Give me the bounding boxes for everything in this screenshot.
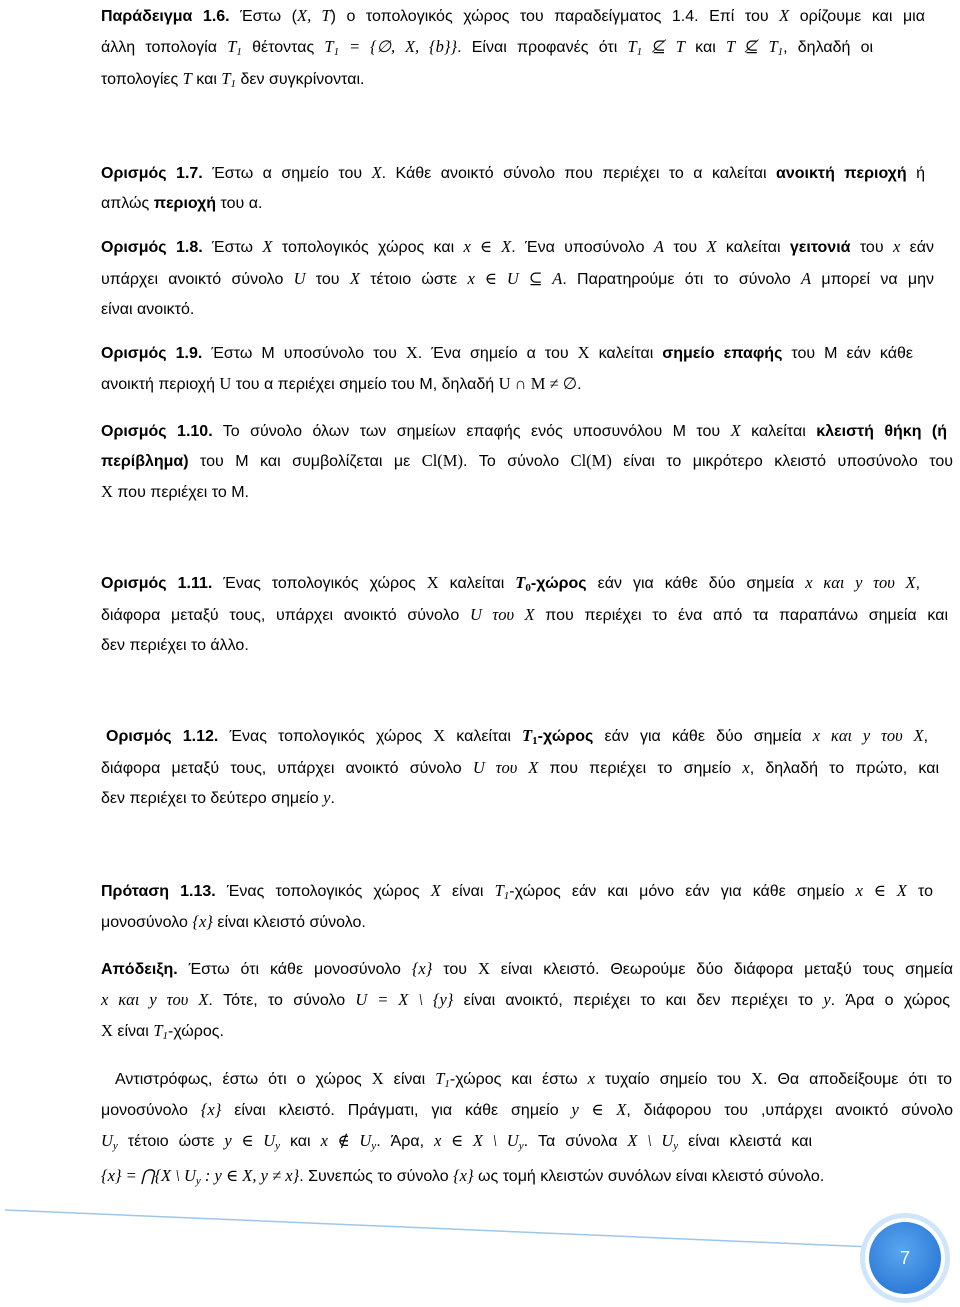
- text-run: . Τότε, το σύνολο: [208, 992, 356, 1009]
- footer-rule: [5, 1210, 872, 1247]
- text-run: . Τα σύνολα: [523, 1133, 628, 1150]
- paragraph-line: [106, 725, 928, 747]
- math-expression: y: [323, 788, 331, 807]
- text-run: μονοσύνολο: [101, 914, 193, 931]
- paragraph-line: [101, 989, 950, 1011]
- text-run: εάν για κάθε δύο σημεία: [593, 728, 813, 745]
- math-expression: U: [219, 374, 232, 393]
- math-expression: {x} = ⋂{X \ U: [101, 1166, 196, 1185]
- text-run: είναι κλειστά και: [678, 1133, 813, 1150]
- text-run: είναι το μικρότερο κλειστό υποσύνολο του: [611, 453, 953, 470]
- text-run: εάν για κάθε δύο σημεία: [586, 575, 806, 592]
- text-run: Ένας τοπολογικός χώρος: [218, 728, 434, 745]
- math-expression: x ∈ U ⊆ A: [467, 269, 563, 288]
- page-number: 7: [899, 1248, 911, 1268]
- math-expression: X: [751, 1069, 763, 1088]
- text-run: του: [432, 961, 478, 978]
- bold-term: Ορισμός 1.10.: [101, 423, 213, 440]
- paragraph-line: [101, 1130, 812, 1152]
- text-run: ως τομή κλειστών συνόλων είναι κλειστό σύνολο.: [473, 1168, 825, 1185]
- text-run: που περιέχει το Μ.: [112, 484, 249, 501]
- math-subscript: y: [275, 1140, 281, 1152]
- math-expression: : y ∈ X, y ≠ x}: [200, 1166, 300, 1185]
- text-run: είναι κλειστό. Πράγματι, για κάθε σημείο: [221, 1102, 572, 1119]
- text-run: , δηλαδή το πρώτο, και: [749, 760, 939, 777]
- text-run: Αντιστρόφως, έστω ότι ο χώρος: [115, 1071, 372, 1088]
- math-expression: A: [801, 269, 812, 288]
- math-expression: ⊈ T: [642, 37, 685, 56]
- text-run: , δηλαδή οι: [783, 39, 874, 56]
- paragraph-line: [101, 420, 947, 442]
- math-expression: T: [182, 69, 192, 88]
- paragraph-line: [101, 5, 925, 27]
- math-expression-bold: T: [522, 726, 533, 745]
- math-expression: x και y του X: [101, 990, 209, 1009]
- text-run: τέτοιο ώστε: [359, 271, 468, 288]
- bold-term: Απόδειξη.: [101, 961, 178, 978]
- text-run: ,: [915, 575, 921, 592]
- math-subscript: y: [112, 1140, 118, 1152]
- math-subscript-bold: 0: [525, 582, 531, 594]
- math-expression: X: [371, 163, 382, 182]
- math-expression: X: [730, 421, 741, 440]
- text-run: καλείται: [740, 423, 817, 440]
- math-expression: U = X \ {y}: [355, 990, 454, 1009]
- bold-term: γειτονιά: [789, 239, 851, 256]
- math-subscript: 1: [162, 1030, 168, 1042]
- text-run: .: [330, 790, 335, 807]
- bold-term: κλειστή θήκη (ή: [816, 423, 948, 440]
- text-run: Έστω ότι κάθε μονοσύνολο: [177, 961, 412, 978]
- bold-term: σημείο επαφής: [662, 345, 783, 362]
- text-run: μπορεί να μην: [811, 271, 934, 288]
- text-run: τέτοιο ώστε: [117, 1133, 225, 1150]
- text-run: δεν συγκρίνονται.: [236, 71, 365, 88]
- math-expression: U ∩ M ≠ ∅: [498, 374, 578, 393]
- bold-term: Ορισμός 1.7.: [101, 165, 203, 182]
- math-expression: U του X: [470, 605, 535, 624]
- math-expression: X: [262, 237, 273, 256]
- text-run: καλείται: [589, 345, 663, 362]
- text-run: ) ο τοπολογικός χώρος του παραδείγματος 1.4. Επί του: [330, 8, 780, 25]
- math-subscript: 1: [230, 78, 237, 90]
- text-run: ανοικτή περιοχή: [101, 376, 220, 393]
- math-subscript: 1: [333, 46, 340, 58]
- text-run: θέτοντας: [241, 39, 325, 56]
- text-run: είναι κλειστό. Θεωρούμε δύο διάφορα μεταξύ τους σημεία: [489, 961, 953, 978]
- math-expression: X: [433, 726, 446, 745]
- text-run: ορίζουμε και μια: [789, 8, 925, 25]
- math-expression: X: [371, 1069, 384, 1088]
- text-run: είναι: [112, 1023, 154, 1040]
- math-expression: X: [477, 959, 490, 978]
- math-subscript: 1: [636, 46, 643, 58]
- text-run: του Μ εάν κάθε: [782, 345, 914, 362]
- text-run: . Είναι προφανές ότι: [457, 39, 628, 56]
- text-run: δεν περιέχει το άλλο.: [101, 637, 249, 654]
- bold-term: περίβλημα): [101, 453, 189, 470]
- math-expression: U του X: [472, 758, 539, 777]
- text-run: Έστω (: [229, 8, 297, 25]
- text-run: . Άρα,: [376, 1133, 435, 1150]
- text-run: Ένας τοπολογικός χώρος: [215, 883, 431, 900]
- text-run: και: [280, 1133, 321, 1150]
- math-subscript: 1: [777, 46, 784, 58]
- math-expression: x: [892, 237, 901, 256]
- math-expression: y ∈ U: [224, 1131, 276, 1150]
- math-expression: x: [742, 758, 750, 777]
- text-run: του: [663, 239, 707, 256]
- math-expression: T: [221, 69, 231, 88]
- text-run: Έστω: [202, 239, 263, 256]
- math-subscript: y: [673, 1140, 679, 1152]
- math-expression: T: [324, 37, 334, 56]
- math-expression: x ∈ X: [463, 237, 512, 256]
- text-run: είναι: [383, 1071, 436, 1088]
- paragraph-line: [101, 880, 933, 902]
- page-number-badge: [860, 1213, 950, 1303]
- paragraph-line: [101, 958, 953, 980]
- paragraph-line: [101, 299, 194, 321]
- math-expression: T ⊈ T: [725, 37, 778, 56]
- math-expression: X: [426, 573, 439, 592]
- paragraph-line: [101, 572, 920, 594]
- text-run: μονοσύνολο: [101, 1102, 201, 1119]
- paragraph-line: [115, 1068, 952, 1090]
- paragraph-line: [101, 911, 366, 933]
- math-expression: x ∈ X \ U: [434, 1131, 519, 1150]
- bold-term: Πρόταση 1.13.: [101, 883, 216, 900]
- text-run: Ένας τοπολογικός χώρος: [212, 575, 427, 592]
- paragraph-line: [101, 604, 948, 626]
- text-run: τυχαίο σημείο του: [594, 1071, 752, 1088]
- math-expression: U: [293, 269, 306, 288]
- math-expression: {x}: [411, 959, 433, 978]
- math-expression: U: [101, 1131, 113, 1150]
- text-run: -χώρος.: [168, 1023, 224, 1040]
- text-run: υπάρχει ανοικτό σύνολο: [101, 271, 294, 288]
- text-run: που περιέχει το σημείο: [538, 760, 743, 777]
- paragraph-line: [101, 68, 365, 90]
- text-run: . Θα αποδείξουμε ότι το: [762, 1071, 952, 1088]
- math-expression: x ∉ U: [320, 1131, 372, 1150]
- math-expression: X \ U: [627, 1131, 674, 1150]
- paragraph-line: [101, 757, 939, 779]
- paragraph-line: [101, 162, 925, 184]
- math-expression: X: [349, 269, 360, 288]
- math-subscript: 1: [236, 46, 242, 58]
- math-subscript-bold: 1: [532, 735, 538, 747]
- text-run: ,: [923, 728, 929, 745]
- math-expression: X: [577, 343, 590, 362]
- paragraph-line: [101, 342, 913, 364]
- text-run: τοπολογίες: [101, 71, 183, 88]
- bold-term: Ορισμός 1.11.: [101, 575, 213, 592]
- paragraph-line: [101, 36, 873, 58]
- paragraph-line: [101, 268, 934, 290]
- math-expression: x: [587, 1069, 595, 1088]
- math-expression: = {∅, X, {b}}: [339, 37, 458, 56]
- text-run: -χώρος και έστω: [449, 1071, 588, 1088]
- text-run: του Μ και συμβολίζεται με: [188, 453, 422, 470]
- bold-term: Ορισμός 1.8.: [101, 239, 203, 256]
- math-expression-bold: T: [515, 573, 526, 592]
- math-expression: T: [494, 881, 504, 900]
- text-run: είναι κλειστό σύνολο.: [212, 914, 366, 931]
- text-run: εάν: [900, 239, 935, 256]
- text-run: -χώρος εάν και μόνο εάν για κάθε σημείο: [509, 883, 856, 900]
- bold-term: ανοικτή περιοχή: [776, 165, 907, 182]
- text-run: ή: [906, 165, 925, 182]
- text-run: Το σύνολο όλων των σημείων επαφής ενός υποσυνόλου Μ του: [212, 423, 731, 440]
- math-expression: X: [779, 6, 790, 25]
- math-expression: y: [823, 990, 831, 1009]
- bold-term: Παράδειγμα 1.6.: [101, 8, 230, 25]
- text-run: . Ένα υποσύνολο: [511, 239, 654, 256]
- paragraph-line: [101, 193, 262, 215]
- bold-term: -χώρος: [537, 728, 594, 745]
- math-expression: {x}: [200, 1100, 222, 1119]
- paragraph-line: [101, 1020, 224, 1042]
- text-run: Έστω Μ υποσύνολο του: [202, 345, 406, 362]
- math-expression: {x}: [453, 1166, 474, 1185]
- math-expression: T: [153, 1021, 163, 1040]
- math-expression: X: [430, 881, 441, 900]
- math-expression: x και y του X: [812, 726, 924, 745]
- paragraph-line: [101, 787, 335, 809]
- text-run: το: [906, 883, 933, 900]
- paragraph-line: [101, 635, 249, 657]
- math-expression: T: [435, 1069, 445, 1088]
- text-run: . Κάθε ανοικτό σύνολο που περιέχει το α καλείται: [381, 165, 777, 182]
- text-run: . Συνεπώς το σύνολο: [299, 1168, 454, 1185]
- bold-term: -χώρος: [530, 575, 587, 592]
- math-expression: x ∈ X: [855, 881, 907, 900]
- math-subscript: y: [518, 1140, 524, 1152]
- text-run: άλλη τοπολογία: [101, 39, 228, 56]
- bold-term: Ορισμός 1.9.: [101, 345, 203, 362]
- text-run: που περιέχει το ένα από τα παραπάνω σημεία και: [534, 607, 948, 624]
- math-subscript: 1: [444, 1078, 450, 1090]
- math-expression: A: [653, 237, 664, 256]
- text-run: του α περιέχει σημείο του Μ, δηλαδή: [231, 376, 499, 393]
- text-run: και: [191, 71, 222, 88]
- paragraph-line: [101, 1099, 953, 1121]
- text-run: καλείται: [438, 575, 516, 592]
- math-subscript: 1: [503, 890, 510, 902]
- math-expression: X: [101, 482, 113, 501]
- paragraph-line: [101, 481, 249, 503]
- paragraph-line: [101, 1165, 824, 1187]
- math-expression: T: [627, 37, 637, 56]
- text-run: και: [684, 39, 726, 56]
- math-expression: X: [101, 1021, 113, 1040]
- text-run: , διάφορου του ,υπάρχει ανοικτό σύνολο: [626, 1102, 953, 1119]
- text-run: . Ένα σημείο α του: [417, 345, 578, 362]
- text-run: του α.: [216, 195, 263, 212]
- math-subscript: y: [371, 1140, 377, 1152]
- text-run: διάφορα μεταξύ τους, υπάρχει ανοικτό σύνολο: [101, 607, 470, 624]
- text-run: καλείται: [445, 728, 523, 745]
- text-run: . Το σύνολο: [462, 453, 571, 470]
- text-run: Έστω α σημείο του: [202, 165, 372, 182]
- text-run: δεν περιέχει το δεύτερο σημείο: [101, 790, 324, 807]
- text-run: είναι ανοικτό.: [101, 301, 195, 318]
- math-expression: x και y του X: [805, 573, 916, 592]
- math-expression: Cl(M): [570, 451, 612, 470]
- math-expression: T: [227, 37, 237, 56]
- text-run: του: [305, 271, 350, 288]
- text-run: διάφορα μεταξύ τους, υπάρχει ανοικτό σύνολο: [101, 760, 473, 777]
- math-subscript: y: [195, 1175, 201, 1187]
- bold-term: Ορισμός 1.12.: [106, 728, 219, 745]
- text-run: καλείται: [716, 239, 790, 256]
- bold-term: περιοχή: [153, 195, 217, 212]
- math-expression: X: [405, 343, 418, 362]
- math-expression: {x}: [192, 912, 213, 931]
- text-run: τοπολογικός χώρος και: [272, 239, 464, 256]
- paragraph-line: [101, 373, 582, 395]
- text-run: είναι: [440, 883, 495, 900]
- math-expression: Cl(M): [421, 451, 463, 470]
- text-run: .: [577, 376, 582, 393]
- math-expression: y ∈ X: [571, 1100, 627, 1119]
- math-expression: X, T: [297, 6, 331, 25]
- text-run: . Άρα ο χώρος: [830, 992, 951, 1009]
- text-run: απλώς: [101, 195, 154, 212]
- text-run: του: [850, 239, 893, 256]
- page-footer: [0, 1190, 960, 1307]
- math-expression: X: [706, 237, 717, 256]
- text-run: . Παρατηρούμε ότι το σύνολο: [562, 271, 801, 288]
- paragraph-line: [101, 236, 934, 258]
- paragraph-line: [101, 450, 953, 472]
- text-run: είναι ανοικτό, περιέχει το και δεν περιέχει το: [453, 992, 824, 1009]
